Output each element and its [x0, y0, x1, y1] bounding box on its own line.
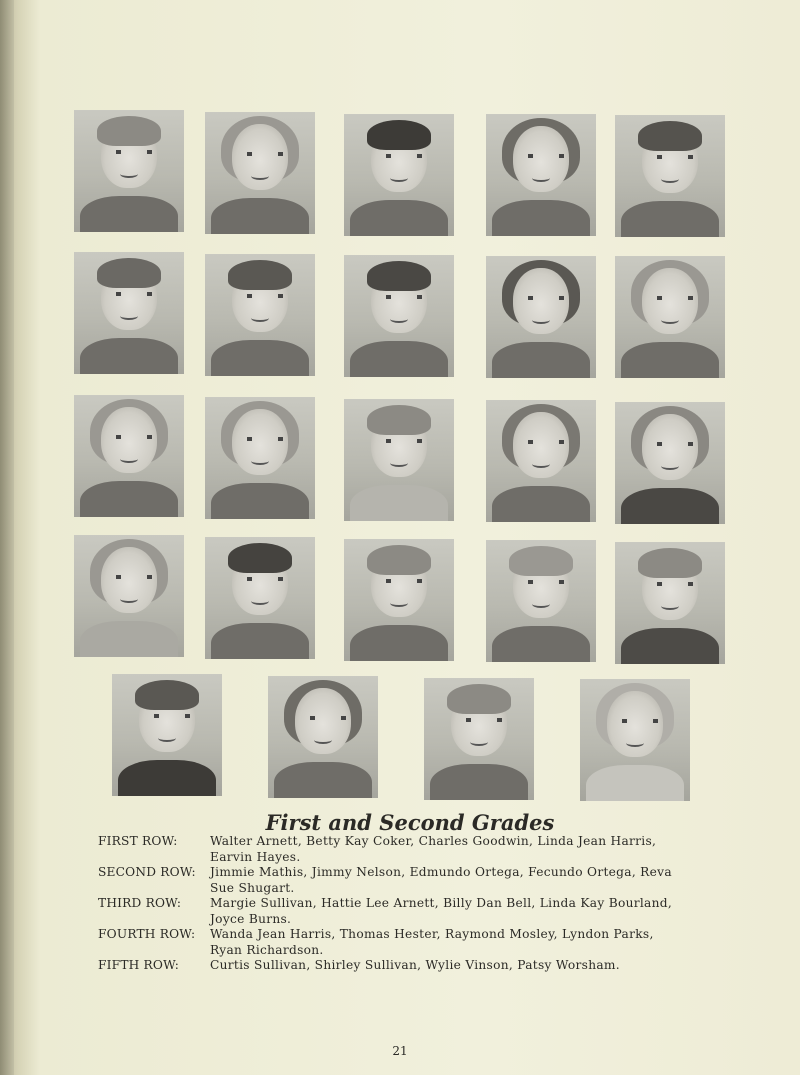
student-photo-r4-2 [205, 537, 315, 659]
student-photo-r1-1 [74, 110, 184, 232]
row-label: FOURTH ROW: [98, 927, 196, 941]
student-photo-r2-3 [344, 255, 454, 377]
caption-row-second [98, 865, 718, 896]
student-photo-r5-4 [580, 679, 690, 801]
student-photo-r4-1 [74, 535, 184, 657]
row-names: Margie Sullivan, Hattie Lee Arnett, Billy Dan Bell, Linda Kay Bourland, Joyce Burns. [210, 896, 673, 926]
student-photo-r4-3 [344, 539, 454, 661]
student-photo-r4-4 [486, 540, 596, 662]
student-photo-r2-5 [615, 256, 725, 378]
student-photo-r3-4 [486, 400, 596, 522]
student-photo-r1-2 [205, 112, 315, 234]
row-names: Wanda Jean Harris, Thomas Hester, Raymond Mosley, Lyndon Parks, Ryan Richardson. [210, 927, 654, 957]
student-photo-r5-3 [424, 678, 534, 800]
row-names: Curtis Sullivan, Shirley Sullivan, Wylie Vinson, Patsy Worsham. [210, 958, 620, 972]
book-spine-shadow [0, 0, 14, 1075]
student-photo-r3-1 [74, 395, 184, 517]
row-label: FIRST ROW: [98, 834, 178, 848]
student-photo-r2-2 [205, 254, 315, 376]
page-number: 21 [392, 1044, 408, 1058]
student-photo-r3-2 [205, 397, 315, 519]
student-photo-r1-3 [344, 114, 454, 236]
student-photo-r1-5 [615, 115, 725, 237]
caption-row-fourth [98, 927, 718, 958]
page-heading: First and Second Grades [265, 810, 555, 835]
student-photo-r2-1 [74, 252, 184, 374]
student-photo-r2-4 [486, 256, 596, 378]
row-label: FIFTH ROW: [98, 958, 180, 972]
caption-row-first [98, 834, 718, 865]
row-names: Walter Arnett, Betty Kay Coker, Charles Goodwin, Linda Jean Harris, Earvin Hayes. [210, 834, 657, 864]
student-photo-r4-5 [615, 542, 725, 664]
row-label: THIRD ROW: [98, 896, 182, 910]
row-names: Jimmie Mathis, Jimmy Nelson, Edmundo Ortega, Fecundo Ortega, Reva Sue Shugart. [210, 865, 672, 895]
student-photo-r5-2 [268, 676, 378, 798]
student-photo-r3-3 [344, 399, 454, 521]
student-photo-r5-1 [112, 674, 222, 796]
caption-row-fifth [98, 958, 718, 974]
caption-list [98, 834, 718, 974]
caption-row-third [98, 896, 718, 927]
student-photo-r1-4 [486, 114, 596, 236]
student-photo-r3-5 [615, 402, 725, 524]
row-label: SECOND ROW: [98, 865, 196, 879]
